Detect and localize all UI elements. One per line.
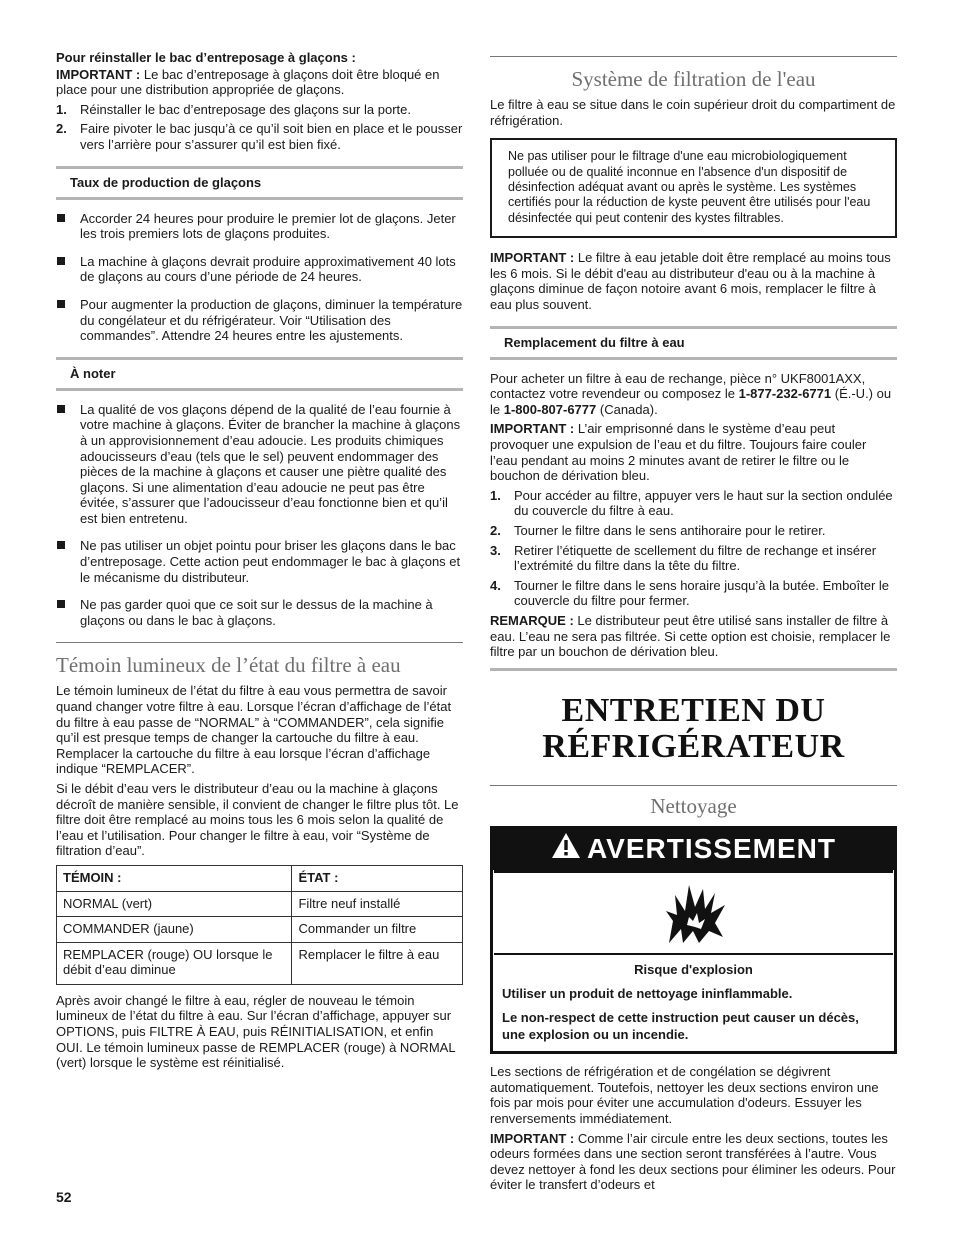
indicator-table	[56, 865, 463, 985]
warning-line: Utiliser un produit de nettoyage ininflammable.	[502, 986, 793, 1002]
table-cell: Filtre neuf installé	[292, 891, 463, 917]
warning-label: AVERTISSEMENT	[587, 832, 836, 864]
filtration-intro: Le filtre à eau se situe dans le coin supérieur droit du compartiment de réfrigération.	[490, 97, 896, 128]
warning-triangle-icon	[551, 830, 581, 870]
bullet-icon	[57, 405, 65, 413]
production-heading: Taux de production de glaçons	[56, 166, 463, 200]
table-cell: COMMANDER (jaune)	[57, 917, 292, 943]
list-item: Pour augmenter la production de glaçons, diminuer la température du congélateur et du réfrigérateur. Voir “Utilisation des commandes”. Attendre 24 heures entre les ajustements.	[56, 297, 463, 344]
replace-important: IMPORTANT : L’air emprisonné dans le système d’eau peut provoquer une expulsion de l’eau et du filtre. Toujours faire couler l’eau pendant au moins 2 minutes avant de retirer le filtre ou le bouchon de dérivation bleu.	[490, 421, 867, 484]
replace-buy-info: Pour acheter un filtre à eau de rechange, pièce n° UKF8001AXX, contactez votre revendeur ou composez le 1-877-232-6771 (É.-U.) ou le 1-800-807-6777 (Canada).	[490, 370, 892, 417]
table-cell: REMPLACER (rouge) OU lorsque le débit d’eau diminue	[57, 942, 292, 984]
cleaning-heading: Nettoyage	[650, 793, 737, 818]
explosion-icon	[665, 881, 727, 945]
warning-body	[493, 955, 894, 1051]
cleaning-para: Les sections de réfrigération et de congélation se dégivrent automatiquement. Toutefois, nettoyer les deux sections environ une fois par mois pour éviter une accumulation d'odeurs. Essuyer les renversements immédiatement.	[490, 1064, 879, 1127]
replace-step: 4. Tourner le filtre dans le sens horaire jusqu’à la butée. Emboîter le couvercle du filtre pour fermer.	[490, 577, 890, 609]
table-header-row	[57, 865, 463, 891]
filtration-caution-box: Ne pas utiliser pour le filtrage d'une eau microbiologiquement polluée ou de qualité inconnue en l'absence d'un dispositif de désinfection adéquat avant ou après le système. Les systèmes certifiés pour la réduction de kyste peuvent être utilisés pour l'eau désinfectée qui peut contenir des kystes filtrables.	[490, 138, 897, 238]
replace-step: 1. Pour accéder au filtre, appuyer vers le haut sur la section ondulée du couvercle du filtre à eau.	[490, 487, 893, 519]
cleaning-important: IMPORTANT : Comme l’air circule entre les deux sections, toutes les odeurs formées dans une section seront transférées à l’autre. Vous devez nettoyer à fond les deux sections pour éliminer les odeurs. Pour éviter le transfert d’odeurs et	[490, 1130, 896, 1193]
replace-remark: REMARQUE : Le distributeur peut être utilisé sans installer de filtre à eau. L’eau ne sera pas filtrée. Si cette option est choisie, remplacer le filtre par un bouchon de dérivation bleu.	[490, 612, 891, 660]
reinstall-title: Pour réinstaller le bac d’entreposage à glaçons :	[56, 50, 356, 65]
reinstall-important: IMPORTANT : Le bac d’entreposage à glaçons doit être bloqué en place pour une distribution appropriée de glaçons.	[56, 66, 440, 98]
explosion-icon-panel	[494, 870, 893, 955]
table-cell: NORMAL (vert)	[57, 891, 292, 917]
reinstall-step: 2. Faire pivoter le bac jusqu’à ce qu’il soit bien en place et le pousser vers l’arrière pour s’assurer qu’il est bien fixé.	[56, 121, 463, 152]
filtration-heading: Système de filtration de l'eau	[571, 67, 816, 91]
replace-step: 2. Tourner le filtre dans le sens antihoraire pour le retirer.	[490, 522, 826, 538]
indicator-para: Si le débit d’eau vers le distributeur d’eau ou la machine à glaçons décroît de manière sensible, il convient de changer le filtre plus tôt. Le filtre doit être remplacé au moins tous les 6 mois selon la qualité de l’eau et l’utilisation. Pour changer le filtre à eau, voir “Système de filtration d’eau”.	[56, 781, 459, 859]
replace-step: 3. Retirer l’étiquette de scellement du filtre de rechange et insérer l’extrémité du filtre dans la tête du filtre.	[490, 542, 877, 574]
bullet-icon	[57, 300, 65, 308]
table-header: TÉMOIN :	[57, 865, 292, 891]
list-item: La machine à glaçons devrait produire approximativement 40 lots de glaçons au cours d’une période de 24 heures.	[56, 254, 463, 285]
chapter-title: ENTRETIEN DU RÉFRIGÉRATEUR	[490, 668, 897, 785]
warning-box	[490, 826, 897, 1055]
table-cell: Remplacer le filtre à eau	[292, 942, 463, 984]
table-row	[57, 891, 463, 917]
list-item: Ne pas garder quoi que ce soit sur le dessus de la machine à glaçons ou dans le bac à glaçons.	[56, 597, 463, 628]
list-item: La qualité de vos glaçons dépend de la qualité de l’eau fournie à votre machine à glaçons. Éviter de brancher la machine à glaçons à un approvisionnement d’eau adoucie. Les produits chimiques adoucisseurs d’eau (tels que le sel) peuvent endommager des pièces de la machine à glaçons et causer une piètre qualité des glaçons. Si une alimentation d’eau adoucie ne peut pas être évitée, s’assurer que l’adoucisseur d’eau fonctionne bien et qu’il est bien entretenu.	[56, 402, 463, 527]
list-item: Ne pas utiliser un objet pointu pour briser les glaçons dans le bac d’entreposage. Cette action peut endommager le bac à glaçons et le mécanisme du distributeur.	[56, 538, 463, 585]
warning-line: Le non-respect de cette instruction peut causer un décès, une explosion ou un incendie.	[502, 1010, 859, 1043]
warning-header	[493, 829, 894, 871]
bullet-icon	[57, 600, 65, 608]
filtration-important: IMPORTANT : Le filtre à eau jetable doit être remplacé au moins tous les 6 mois. Si le débit d'eau au distributeur d'eau ou à la machine à glaçons diminue de façon notoire avant 6 mois, remplacer le filtre à eau plus souvent.	[490, 250, 891, 312]
left-column	[56, 50, 463, 1075]
indicator-heading: Témoin lumineux de l’état du filtre à eau	[56, 653, 401, 678]
table-row	[57, 917, 463, 943]
list-item: Accorder 24 heures pour produire le premier lot de glaçons. Jeter les trois premiers lots de glaçons produites.	[56, 211, 463, 242]
indicator-para: Après avoir changé le filtre à eau, régler de nouveau le témoin lumineux de l’état du filtre à eau. Sur l’écran d’affichage, appuyer sur OPTIONS, puis FILTRE À EAU, puis RÉINITIALISATION, et enfin OUI. Le témoin lumineux passe de REMPLACER (rouge) à NORMAL (vert) lorsque le système est réinitialisé.	[56, 992, 456, 1071]
table-header: ÉTAT :	[292, 865, 463, 891]
right-column	[490, 50, 897, 1197]
notes-heading: À noter	[56, 357, 463, 391]
table-row	[57, 942, 463, 984]
bullet-icon	[57, 214, 65, 222]
reinstall-step: 1. Réinstaller le bac d’entreposage des glaçons sur la porte.	[56, 101, 411, 117]
bullet-icon	[57, 541, 65, 549]
page-number: 52	[56, 1189, 72, 1205]
warning-risk: Risque d'explosion	[634, 962, 753, 978]
bullet-icon	[57, 257, 65, 265]
replace-heading: Remplacement du filtre à eau	[490, 326, 897, 360]
indicator-para: Le témoin lumineux de l’état du filtre à eau vous permettra de savoir quand changer votre filtre à eau. Lorsque l’écran d’affichage de l’état du filtre à eau passe de “NORMAL” à “COMMANDER”, cela signifie qu’il est presque temps de changer la cartouche du filtre à eau. Remplacer la cartouche du filtre à eau lorsque l’écran d’affichage indique “REMPLACER”.	[56, 683, 452, 777]
table-cell: Commander un filtre	[292, 917, 463, 943]
